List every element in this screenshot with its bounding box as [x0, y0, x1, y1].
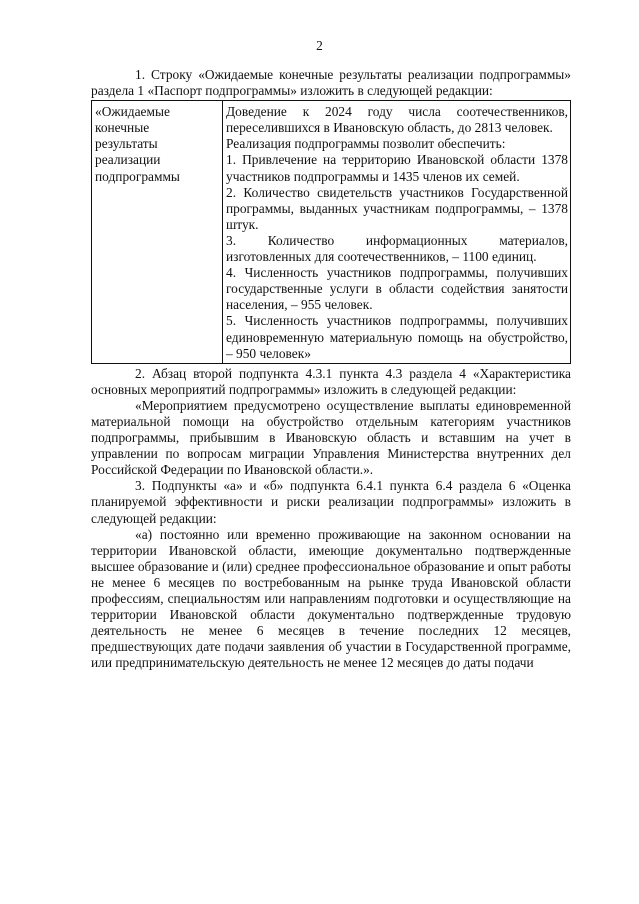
left-cell-line: реализации — [95, 152, 161, 168]
right-cell-paragraph: 2. Количество свидетельств участников Государственной программы, выданных участникам подпрограммы, – 1378 штук. — [226, 184, 568, 232]
left-cell-line: подпрограммы — [95, 168, 180, 184]
table-right-cell — [223, 101, 571, 364]
left-cell-line: «Ожидаемые — [95, 104, 170, 120]
document-body — [91, 67, 571, 671]
left-cell-line: результаты — [95, 136, 158, 152]
item-3-quote: «а) постоянно или временно проживающие на законном основании на территории Ивановской области, имеющие документально подтвержденные высшее образование и (или) среднее профессиональное образование и опыт работы не менее 6 месяцев по востребованным на рынке труда Ивановской области профессиям, специальностям или направлениям подготовки и осуществляющие на территории Ивановской области документально подтвержденные трудовую деятельность не менее 6 месяцев в течение последних 12 месяцев, предшествующих дате подачи заявления об участии в Государственной программе, или предпринимательскую деятельность не менее 12 месяцев до даты подачи — [91, 526, 571, 671]
table-left-cell — [92, 101, 223, 364]
right-cell-paragraph: 5. Численность участников подпрограммы, получивших единовременную материальную помощь на обустройство, – 950 человек» — [226, 313, 568, 361]
page-number: 2 — [316, 38, 323, 53]
right-cell-paragraph: 1. Привлечение на территорию Ивановской области 1378 участников подпрограммы и 1435 членов их семей. — [226, 152, 568, 184]
right-cell-paragraph: 4. Численность участников подпрограммы, получивших государственные услуги в области содействия занятости населения, – 955 человек. — [226, 265, 568, 313]
results-table — [91, 100, 571, 364]
item-1-paragraph: 1. Строку «Ожидаемые конечные результаты реализации подпрограммы» раздела 1 «Паспорт подпрограммы» изложить в следующей редакции: — [91, 67, 571, 99]
item-2-paragraph: 2. Абзац второй подпункта 4.3.1 пункта 4.3 раздела 4 «Характеристика основных мероприятий подпрограммы» изложить в следующей редакции: — [91, 365, 571, 397]
table-row — [92, 101, 571, 364]
right-cell-paragraph: Доведение к 2024 году числа соотечественников, переселившихся в Ивановскую область, до 2813 человек. — [226, 104, 568, 136]
right-cell-paragraph: 3. Количество информационных материалов, изготовленных для соотечественников, – 1100 единиц. — [226, 232, 568, 265]
item-3-paragraph: 3. Подпункты «а» и «б» подпункта 6.4.1 пункта 6.4 раздела 6 «Оценка планируемой эффективности и риски реализации подпрограммы» изложить в следующей редакции: — [91, 478, 571, 526]
left-cell-line: конечные — [95, 120, 150, 136]
right-cell-paragraph: Реализация подпрограммы позволит обеспечить: — [226, 136, 506, 152]
item-2-quote: «Мероприятием предусмотрено осуществление выплаты единовременной материальной помощи на обустройство отдельным категориям участников подпрограммы, прибывшим в Ивановскую область и вставшим на учет в управлении по вопросам миграции Управления Министерства внутренних дел Российской Федерации по Ивановской области.». — [91, 397, 571, 478]
